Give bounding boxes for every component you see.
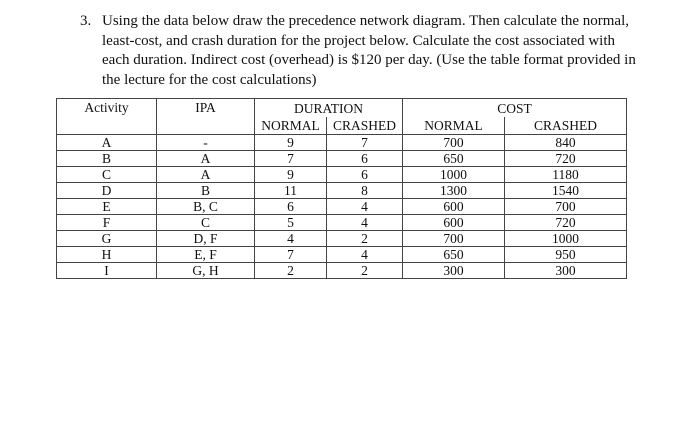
- cell-cost-crashed: 700: [505, 199, 627, 215]
- cell-cost-crashed: 300: [505, 263, 627, 279]
- cell-activity: D: [57, 183, 157, 199]
- table-row: [57, 199, 627, 215]
- header-duration-crashed: CRASHED: [327, 117, 403, 135]
- cell-duration-crashed: 7: [327, 135, 403, 151]
- cell-duration-crashed: 4: [327, 247, 403, 263]
- question-number: 3.: [80, 13, 92, 29]
- cell-ipa: B: [157, 183, 255, 199]
- cell-cost-crashed: 1540: [505, 183, 627, 199]
- cell-cost-crashed: 1000: [505, 231, 627, 247]
- cell-cost-normal: 1300: [403, 183, 505, 199]
- header-cost-normal: NORMAL: [403, 117, 505, 135]
- cell-duration-normal: 4: [255, 231, 327, 247]
- cell-cost-crashed: 720: [505, 215, 627, 231]
- cell-duration-crashed: 2: [327, 231, 403, 247]
- cell-duration-normal: 11: [255, 183, 327, 199]
- table-row: [57, 263, 627, 279]
- cell-ipa: D, F: [157, 231, 255, 247]
- cell-duration-normal: 7: [255, 247, 327, 263]
- cell-activity: A: [57, 135, 157, 151]
- cell-cost-normal: 600: [403, 215, 505, 231]
- cell-duration-normal: 2: [255, 263, 327, 279]
- cell-cost-normal: 1000: [403, 167, 505, 183]
- table-row: [57, 167, 627, 183]
- table-row: [57, 183, 627, 199]
- cell-cost-normal: 700: [403, 135, 505, 151]
- cell-activity: E: [57, 199, 157, 215]
- cell-duration-crashed: 8: [327, 183, 403, 199]
- cell-cost-crashed: 1180: [505, 167, 627, 183]
- cell-cost-crashed: 840: [505, 135, 627, 151]
- table-row: [57, 151, 627, 167]
- cell-duration-crashed: 2: [327, 263, 403, 279]
- cell-duration-normal: 6: [255, 199, 327, 215]
- header-cost-crashed: CRASHED: [505, 117, 627, 135]
- question-block: [80, 12, 640, 90]
- cell-ipa: A: [157, 167, 255, 183]
- table-body: [57, 135, 627, 279]
- cell-duration-crashed: 6: [327, 151, 403, 167]
- table-row: [57, 247, 627, 263]
- cell-activity: I: [57, 263, 157, 279]
- cell-cost-normal: 600: [403, 199, 505, 215]
- cell-duration-normal: 7: [255, 151, 327, 167]
- question-line: each duration. Indirect cost (overhead) is $120 per day. (Use the table format provided in: [102, 52, 636, 68]
- cell-cost-normal: 300: [403, 263, 505, 279]
- table-row: [57, 135, 627, 151]
- cell-cost-normal: 650: [403, 151, 505, 167]
- cell-duration-normal: 9: [255, 135, 327, 151]
- header-activity: Activity: [57, 99, 157, 135]
- cell-ipa: C: [157, 215, 255, 231]
- question-text: [102, 12, 640, 90]
- cell-duration-normal: 9: [255, 167, 327, 183]
- cell-duration-crashed: 4: [327, 199, 403, 215]
- activity-table: [56, 98, 627, 279]
- cell-activity: H: [57, 247, 157, 263]
- cell-duration-crashed: 6: [327, 167, 403, 183]
- header-duration: DURATION: [255, 99, 403, 118]
- cell-activity: C: [57, 167, 157, 183]
- table-row: [57, 231, 627, 247]
- header-duration-normal: NORMAL: [255, 117, 327, 135]
- cell-ipa: B, C: [157, 199, 255, 215]
- cell-ipa: -: [157, 135, 255, 151]
- table-row: [57, 215, 627, 231]
- cell-activity: F: [57, 215, 157, 231]
- question-line: the lecture for the cost calculations): [102, 71, 317, 88]
- cell-ipa: A: [157, 151, 255, 167]
- header-cost: COST: [403, 99, 627, 118]
- question-line: least-cost, and crash duration for the project below. Calculate the cost associated with: [102, 32, 616, 49]
- cell-ipa: E, F: [157, 247, 255, 263]
- cell-cost-normal: 700: [403, 231, 505, 247]
- cell-cost-normal: 650: [403, 247, 505, 263]
- header-ipa: IPA: [157, 99, 255, 135]
- cell-activity: G: [57, 231, 157, 247]
- cell-duration-normal: 5: [255, 215, 327, 231]
- cell-cost-crashed: 950: [505, 247, 627, 263]
- cell-ipa: G, H: [157, 263, 255, 279]
- cell-duration-crashed: 4: [327, 215, 403, 231]
- cell-cost-crashed: 720: [505, 151, 627, 167]
- cell-activity: B: [57, 151, 157, 167]
- question-line: Using the data below draw the precedence network diagram. Then calculate the normal,: [102, 13, 630, 29]
